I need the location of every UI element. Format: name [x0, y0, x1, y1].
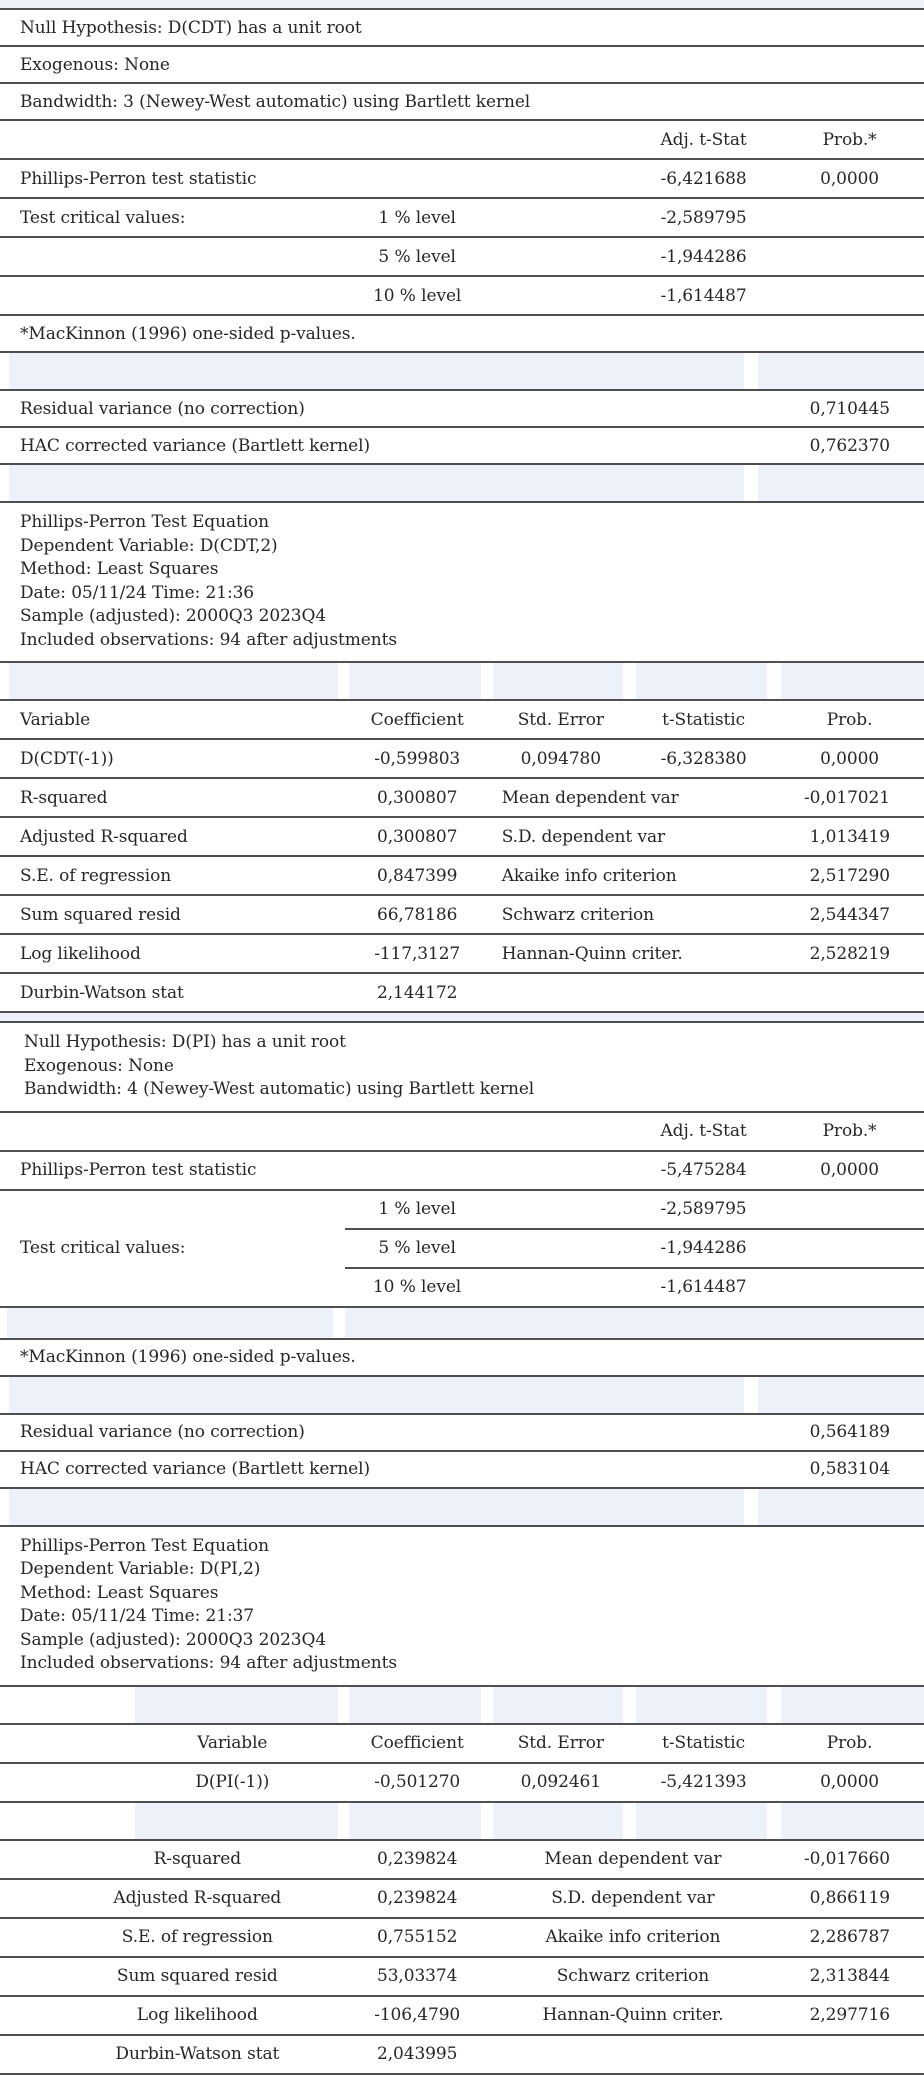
equation-title: Phillips-Perron Test Equation: [20, 1535, 270, 1556]
shaded-empty-row: [0, 1687, 924, 1725]
stat-value-2: 1,013419: [809, 826, 890, 847]
stats-row: [0, 1997, 924, 2036]
stat-label: S.E. of regression: [20, 865, 172, 886]
critical-value-row-1pct: [345, 1191, 924, 1230]
residual-variance-value: 0,710445: [809, 398, 890, 419]
null-hypothesis-text: Null Hypothesis: D(PI) has a unit root: [24, 1032, 346, 1052]
method: Method: Least Squares: [20, 1582, 219, 1603]
dependent-variable: Dependent Variable: D(CDT,2): [20, 535, 278, 556]
stats-row: [0, 818, 924, 857]
pp-statistic-row: [0, 160, 924, 199]
coefficient-value: -0,501270: [374, 1772, 461, 1792]
equation-title: Phillips-Perron Test Equation: [20, 512, 270, 532]
stat-label-2: Mean dependent var: [544, 1849, 722, 1869]
stat-label: R-squared: [153, 1849, 242, 1869]
col-t-statistic: t-Statistic: [662, 709, 746, 730]
level-value: -2,589795: [660, 1199, 747, 1219]
critical-value-row-5pct: [0, 238, 924, 277]
col-prob: Prob.: [826, 1733, 873, 1753]
section-divider-strip: [0, 1013, 924, 1023]
shaded-empty-row: [0, 465, 924, 503]
observations: Included observations: 94 after adjustments: [20, 1653, 397, 1673]
mackinnon-footnote-text: *MacKinnon (1996) one-sided p-values.: [20, 1347, 356, 1367]
observations: Included observations: 94 after adjustments: [20, 629, 397, 650]
level-label: 10 % level: [373, 285, 462, 306]
prob-header: Prob.*: [822, 1121, 877, 1141]
stats-row: [0, 1919, 924, 1958]
level-label: 10 % level: [372, 1277, 462, 1297]
stat-value: 0,755152: [377, 1927, 458, 1947]
stat-value: 0,300807: [377, 826, 458, 847]
coef-header-row: [0, 701, 924, 740]
critical-value-row-1pct: [0, 199, 924, 238]
stat-value-2: 2,528219: [809, 943, 890, 964]
stat-value: 53,03374: [377, 1966, 458, 1986]
prob-header: Prob.*: [822, 129, 877, 150]
level-value: -2,589795: [660, 207, 747, 228]
col-t-statistic: t-Statistic: [662, 1733, 746, 1753]
hac-variance-label: HAC corrected variance (Bartlett kernel): [20, 1459, 371, 1479]
level-label: 1 % level: [378, 1199, 456, 1219]
col-variable: Variable: [197, 1733, 268, 1753]
hac-variance-label: HAC corrected variance (Bartlett kernel): [20, 435, 371, 456]
shaded-empty-row: [0, 1803, 924, 1841]
stat-label-2: Hannan-Quinn criter.: [501, 943, 683, 964]
pp-statistic-value: -6,421688: [660, 168, 747, 189]
pp-statistic-value: -5,475284: [660, 1160, 747, 1180]
stat-value: 0,847399: [377, 865, 458, 886]
pp-statistic-prob: 0,0000: [820, 1160, 880, 1180]
stat-label-2: S.D. dependent var: [501, 826, 666, 847]
adj-t-stat-header: Adj. t-Stat: [660, 1121, 747, 1141]
residual-variance-label: Residual variance (no correction): [20, 398, 305, 419]
stats-row: [0, 896, 924, 935]
durbin-watson-row: [0, 2036, 924, 2075]
stats-row: [0, 1958, 924, 1997]
prob-value: 0,0000: [820, 1772, 880, 1792]
stats-row: [0, 935, 924, 974]
shaded-empty-row: [0, 353, 924, 391]
stat-label: Sum squared resid: [116, 1966, 278, 1986]
hac-variance-row: [0, 1452, 924, 1489]
t-statistic-value: -6,328380: [660, 748, 747, 769]
level-value: -1,944286: [660, 246, 747, 267]
stat-value: 2,144172: [377, 982, 458, 1003]
stats-row: [0, 1841, 924, 1880]
exogenous-text: Exogenous: None: [20, 54, 170, 75]
prob-value: 0,0000: [820, 748, 880, 769]
bandwidth-text: Bandwidth: 3 (Newey-West automatic) using Bartlett kernel: [20, 91, 531, 112]
stat-header-row: [0, 121, 924, 160]
dependent-variable: Dependent Variable: D(PI,2): [20, 1559, 261, 1579]
critical-value-row-5pct: [345, 1230, 924, 1269]
stat-value-2: 2,286787: [809, 1927, 890, 1947]
level-value: -1,614487: [660, 1277, 747, 1297]
pp-statistic-label: Phillips-Perron test statistic: [20, 168, 257, 189]
pp-statistic-prob: 0,0000: [820, 168, 880, 189]
stat-label-2: Akaike info criterion: [501, 865, 677, 886]
stat-label: Adjusted R-squared: [113, 1888, 282, 1908]
exogenous-row: [0, 47, 924, 84]
level-value: -1,614487: [660, 285, 747, 306]
stat-label: Durbin-Watson stat: [20, 982, 184, 1003]
std-error-value: 0,094780: [520, 748, 601, 769]
std-error-value: 0,092461: [520, 1772, 601, 1792]
stat-label-2: Schwarz criterion: [501, 904, 655, 925]
residual-variance-value: 0,564189: [809, 1422, 890, 1442]
stat-label: Log likelihood: [136, 2005, 258, 2025]
mackinnon-footnote-row: [0, 1340, 924, 1377]
sample: Sample (adjusted): 2000Q3 2023Q4: [20, 606, 327, 626]
level-label: 5 % level: [378, 246, 456, 267]
stat-label: Sum squared resid: [20, 904, 181, 925]
coefficient-value: -0,599803: [374, 748, 461, 769]
critical-values-block: [0, 1191, 924, 1308]
coef-header-row: [0, 1725, 924, 1764]
col-std-error: Std. Error: [517, 709, 604, 730]
stat-label-2: Schwarz criterion: [556, 1966, 710, 1986]
coef-data-row: [0, 1764, 924, 1803]
stat-value: 2,043995: [377, 2044, 458, 2064]
bandwidth-text: Bandwidth: 4 (Newey-West automatic) using Bartlett kernel: [24, 1079, 535, 1099]
hac-variance-value: 0,762370: [809, 435, 890, 456]
stat-value: 66,78186: [377, 904, 458, 925]
stat-label: S.E. of regression: [121, 1927, 273, 1947]
stat-header-row: [0, 1113, 924, 1152]
coef-data-row: [0, 740, 924, 779]
level-label: 1 % level: [378, 207, 456, 228]
stats-row: [0, 1880, 924, 1919]
stat-value: -106,4790: [374, 2005, 461, 2025]
stat-value: 0,239824: [377, 1888, 458, 1908]
t-statistic-value: -5,421393: [660, 1772, 747, 1792]
residual-variance-label: Residual variance (no correction): [20, 1422, 305, 1442]
pp-statistic-row: [0, 1152, 924, 1191]
stat-value: -117,3127: [374, 943, 461, 964]
stat-value-2: 2,517290: [809, 865, 890, 886]
critical-value-row-10pct: [0, 277, 924, 316]
stats-row: [0, 779, 924, 818]
stat-label-2: Mean dependent var: [501, 787, 679, 808]
date-time: Date: 05/11/24 Time: 21:37: [20, 1606, 255, 1626]
bandwidth-row: [0, 84, 924, 121]
adj-t-stat-header: Adj. t-Stat: [660, 129, 747, 150]
shaded-empty-row: [0, 663, 924, 701]
pp-statistic-label: Phillips-Perron test statistic: [20, 1160, 257, 1180]
variable-name: D(PI(-1)): [195, 1772, 270, 1792]
level-label: 5 % level: [378, 1238, 456, 1258]
top-shaded-strip: [0, 0, 924, 10]
sample: Sample (adjusted): 2000Q3 2023Q4: [20, 1629, 327, 1650]
stat-value-2: 2,313844: [809, 1966, 890, 1986]
stat-value-2: 0,866119: [809, 1888, 890, 1908]
stat-value: 0,300807: [377, 787, 458, 808]
durbin-watson-row: [0, 974, 924, 1013]
null-hypothesis-text: Null Hypothesis: D(CDT) has a unit root: [20, 17, 362, 38]
stat-label: R-squared: [20, 787, 108, 808]
null-hypothesis-row: [0, 10, 924, 47]
date-time: Date: 05/11/24 Time: 21:36: [20, 582, 255, 603]
hac-variance-value: 0,583104: [809, 1459, 890, 1479]
residual-variance-row: [0, 391, 924, 428]
test-header-block: [0, 1023, 924, 1113]
stat-label-2: S.D. dependent var: [551, 1888, 715, 1908]
stat-label-2: Akaike info criterion: [545, 1927, 721, 1947]
stat-value: 0,239824: [377, 1849, 458, 1869]
equation-info-block: [0, 1527, 924, 1687]
residual-variance-row: [0, 1415, 924, 1452]
stat-label: Durbin-Watson stat: [115, 2044, 280, 2064]
col-coefficient: Coefficient: [370, 1733, 464, 1753]
mackinnon-footnote-row: [0, 316, 924, 353]
shaded-empty-row: [0, 1489, 924, 1527]
stat-value-2: -0,017660: [804, 1849, 890, 1869]
mackinnon-footnote-text: *MacKinnon (1996) one-sided p-values.: [20, 323, 356, 344]
stats-row: [0, 857, 924, 896]
critical-values-label: Test critical values:: [20, 207, 186, 228]
critical-value-row-10pct: [345, 1269, 924, 1306]
variable-name: D(CDT(-1)): [20, 748, 114, 769]
hac-variance-row: [0, 428, 924, 465]
shaded-empty-row: [0, 1308, 924, 1340]
critical-values-label: Test critical values:: [20, 1238, 186, 1258]
method: Method: Least Squares: [20, 559, 219, 579]
col-std-error: Std. Error: [517, 1733, 604, 1753]
level-value: -1,944286: [660, 1238, 747, 1258]
col-variable: Variable: [20, 709, 91, 730]
stat-value-2: 2,297716: [809, 2005, 890, 2025]
equation-info-block: [0, 503, 924, 663]
stat-label: Log likelihood: [20, 943, 141, 964]
stat-label: Adjusted R-squared: [20, 826, 188, 847]
stat-label-2: Hannan-Quinn criter.: [542, 2005, 724, 2025]
stat-value-2: 2,544347: [809, 904, 890, 925]
stat-value-2: -0,017021: [804, 787, 890, 808]
exogenous-text: Exogenous: None: [24, 1055, 174, 1076]
shaded-empty-row: [0, 1377, 924, 1415]
col-prob: Prob.: [826, 709, 873, 730]
col-coefficient: Coefficient: [370, 709, 464, 730]
